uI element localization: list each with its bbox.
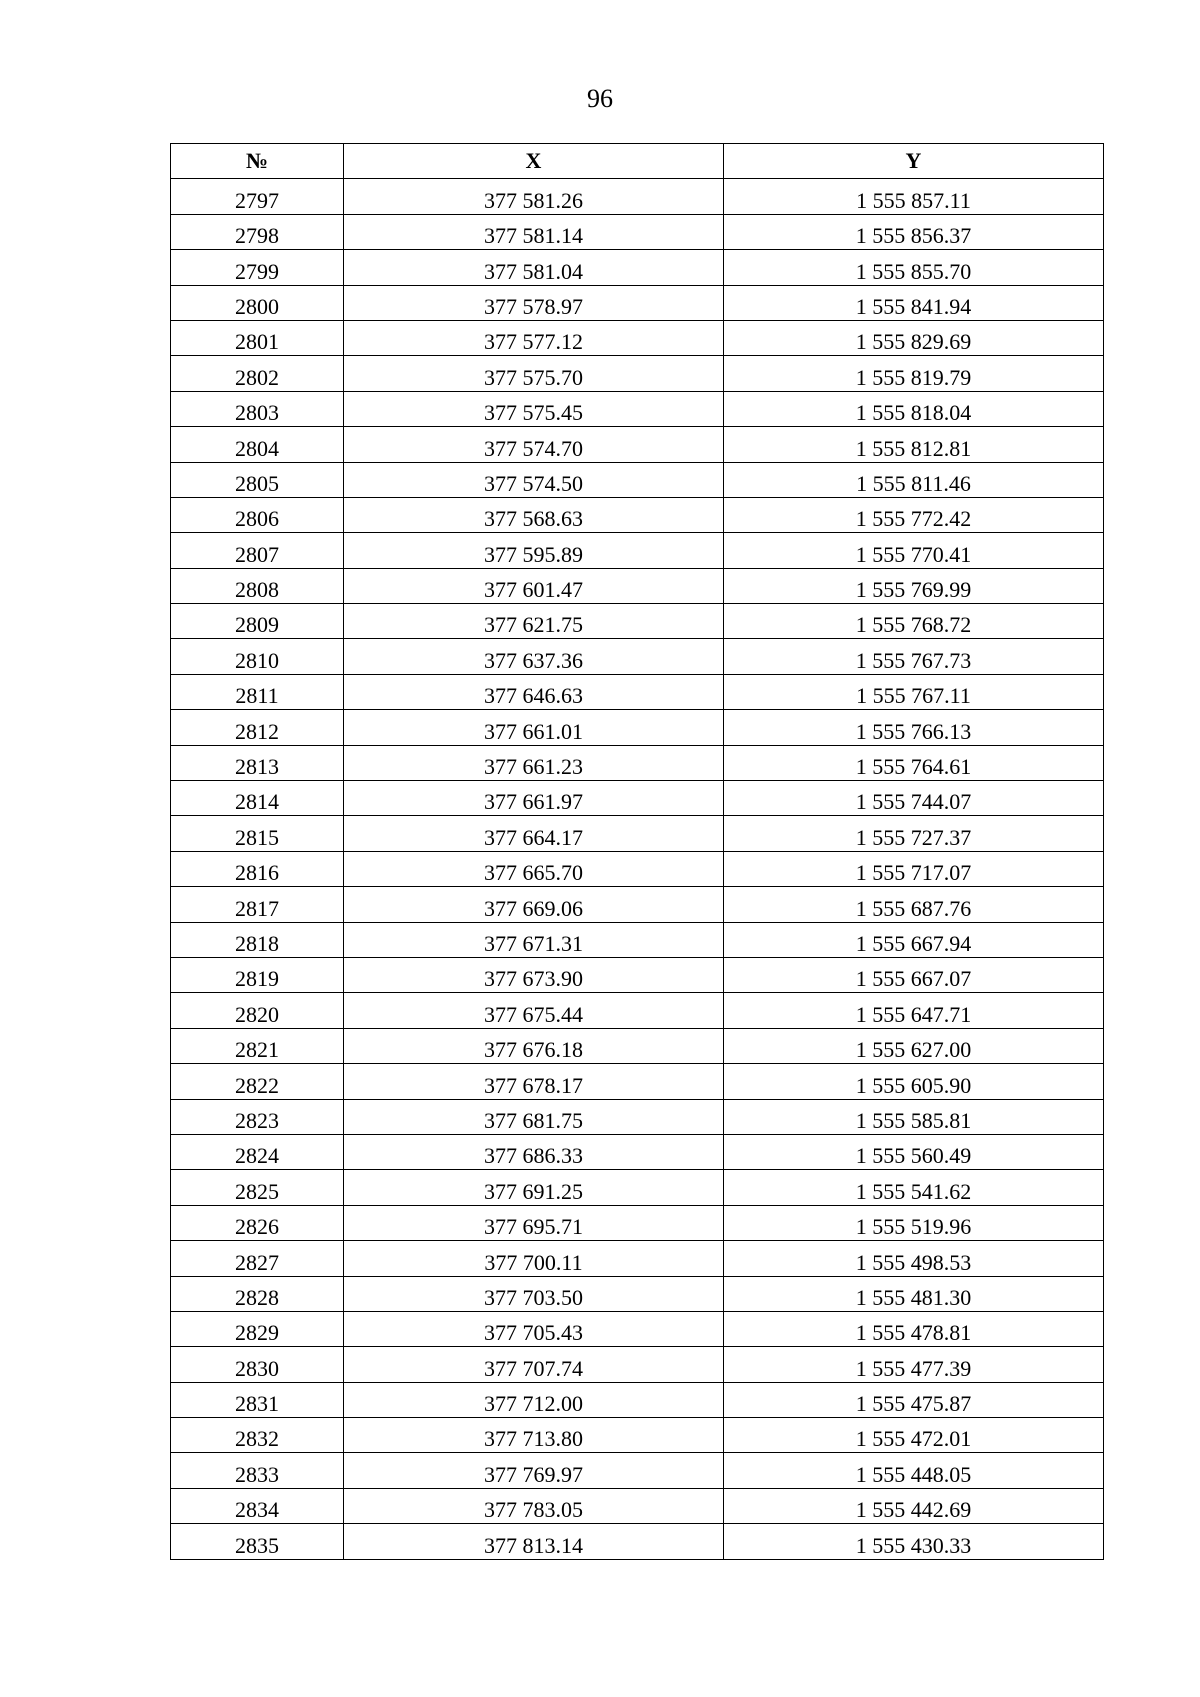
cell-x: 377 575.45 (344, 391, 724, 426)
cell-y: 1 555 841.94 (724, 285, 1104, 320)
cell-number: 2801 (171, 320, 344, 355)
cell-y: 1 555 819.79 (724, 356, 1104, 391)
cell-y: 1 555 627.00 (724, 1028, 1104, 1063)
table-row (171, 1524, 1104, 1559)
cell-y: 1 555 478.81 (724, 1311, 1104, 1346)
cell-number: 2803 (171, 391, 344, 426)
header-x: X (344, 144, 724, 179)
cell-number: 2832 (171, 1418, 344, 1453)
cell-number: 2824 (171, 1134, 344, 1169)
cell-x: 377 713.80 (344, 1418, 724, 1453)
table-row (171, 1276, 1104, 1311)
cell-y: 1 555 448.05 (724, 1453, 1104, 1488)
table-row (171, 1382, 1104, 1417)
cell-x: 377 783.05 (344, 1488, 724, 1523)
table-row (171, 1170, 1104, 1205)
cell-y: 1 555 481.30 (724, 1276, 1104, 1311)
cell-y: 1 555 764.61 (724, 745, 1104, 780)
cell-y: 1 555 560.49 (724, 1134, 1104, 1169)
cell-x: 377 575.70 (344, 356, 724, 391)
cell-x: 377 669.06 (344, 887, 724, 922)
cell-y: 1 555 477.39 (724, 1347, 1104, 1382)
cell-x: 377 661.97 (344, 781, 724, 816)
cell-number: 2831 (171, 1382, 344, 1417)
table-row (171, 639, 1104, 674)
cell-y: 1 555 767.73 (724, 639, 1104, 674)
cell-number: 2814 (171, 781, 344, 816)
cell-number: 2809 (171, 604, 344, 639)
cell-number: 2830 (171, 1347, 344, 1382)
table-row (171, 250, 1104, 285)
table-row (171, 1418, 1104, 1453)
cell-x: 377 705.43 (344, 1311, 724, 1346)
cell-number: 2825 (171, 1170, 344, 1205)
table-body (171, 179, 1104, 1559)
cell-x: 377 673.90 (344, 957, 724, 992)
cell-y: 1 555 717.07 (724, 851, 1104, 886)
table-row (171, 1453, 1104, 1488)
cell-y: 1 555 541.62 (724, 1170, 1104, 1205)
cell-number: 2817 (171, 887, 344, 922)
cell-number: 2812 (171, 710, 344, 745)
header-y: Y (724, 144, 1104, 179)
table-row (171, 1064, 1104, 1099)
cell-x: 377 661.01 (344, 710, 724, 745)
cell-number: 2834 (171, 1488, 344, 1523)
table-row (171, 285, 1104, 320)
cell-y: 1 555 811.46 (724, 462, 1104, 497)
cell-y: 1 555 667.94 (724, 922, 1104, 957)
table-row (171, 533, 1104, 568)
table-row (171, 391, 1104, 426)
coordinates-table (170, 143, 1104, 1560)
table-row (171, 1205, 1104, 1240)
cell-x: 377 700.11 (344, 1241, 724, 1276)
table-row (171, 993, 1104, 1028)
table-row (171, 816, 1104, 851)
table-row (171, 568, 1104, 603)
cell-x: 377 712.00 (344, 1382, 724, 1417)
cell-number: 2804 (171, 427, 344, 462)
cell-y: 1 555 475.87 (724, 1382, 1104, 1417)
cell-y: 1 555 667.07 (724, 957, 1104, 992)
cell-number: 2823 (171, 1099, 344, 1134)
table-row (171, 1347, 1104, 1382)
cell-y: 1 555 769.99 (724, 568, 1104, 603)
cell-number: 2805 (171, 462, 344, 497)
table-row (171, 497, 1104, 532)
table-row (171, 1028, 1104, 1063)
table-row (171, 604, 1104, 639)
cell-y: 1 555 605.90 (724, 1064, 1104, 1099)
table-row (171, 710, 1104, 745)
table-row (171, 320, 1104, 355)
cell-x: 377 574.70 (344, 427, 724, 462)
cell-y: 1 555 767.11 (724, 674, 1104, 709)
cell-x: 377 703.50 (344, 1276, 724, 1311)
cell-y: 1 555 687.76 (724, 887, 1104, 922)
cell-x: 377 601.47 (344, 568, 724, 603)
cell-x: 377 664.17 (344, 816, 724, 851)
cell-number: 2797 (171, 179, 344, 214)
cell-number: 2799 (171, 250, 344, 285)
cell-x: 377 581.04 (344, 250, 724, 285)
cell-x: 377 691.25 (344, 1170, 724, 1205)
cell-number: 2811 (171, 674, 344, 709)
table-row (171, 745, 1104, 780)
cell-y: 1 555 855.70 (724, 250, 1104, 285)
cell-y: 1 555 812.81 (724, 427, 1104, 462)
cell-number: 2833 (171, 1453, 344, 1488)
cell-number: 2810 (171, 639, 344, 674)
cell-x: 377 646.63 (344, 674, 724, 709)
cell-y: 1 555 442.69 (724, 1488, 1104, 1523)
cell-x: 377 595.89 (344, 533, 724, 568)
cell-x: 377 813.14 (344, 1524, 724, 1559)
table-row (171, 179, 1104, 214)
cell-x: 377 681.75 (344, 1099, 724, 1134)
cell-number: 2813 (171, 745, 344, 780)
cell-number: 2800 (171, 285, 344, 320)
cell-x: 377 661.23 (344, 745, 724, 780)
cell-number: 2816 (171, 851, 344, 886)
cell-y: 1 555 766.13 (724, 710, 1104, 745)
cell-number: 2828 (171, 1276, 344, 1311)
cell-number: 2802 (171, 356, 344, 391)
cell-y: 1 555 519.96 (724, 1205, 1104, 1240)
cell-number: 2798 (171, 214, 344, 249)
cell-y: 1 555 770.41 (724, 533, 1104, 568)
cell-y: 1 555 498.53 (724, 1241, 1104, 1276)
page-number: 96 (587, 84, 613, 113)
cell-number: 2822 (171, 1064, 344, 1099)
table-row (171, 356, 1104, 391)
cell-y: 1 555 472.01 (724, 1418, 1104, 1453)
cell-x: 377 707.74 (344, 1347, 724, 1382)
table-row (171, 1134, 1104, 1169)
cell-x: 377 574.50 (344, 462, 724, 497)
cell-y: 1 555 857.11 (724, 179, 1104, 214)
table-row (171, 957, 1104, 992)
cell-number: 2806 (171, 497, 344, 532)
table-row (171, 887, 1104, 922)
cell-number: 2820 (171, 993, 344, 1028)
cell-x: 377 665.70 (344, 851, 724, 886)
cell-x: 377 581.14 (344, 214, 724, 249)
table-row (171, 1488, 1104, 1523)
table-row (171, 781, 1104, 816)
cell-number: 2821 (171, 1028, 344, 1063)
cell-x: 377 678.17 (344, 1064, 724, 1099)
cell-number: 2808 (171, 568, 344, 603)
header-number: № (171, 144, 344, 179)
table-row (171, 1311, 1104, 1346)
table-row (171, 922, 1104, 957)
table-row (171, 462, 1104, 497)
cell-y: 1 555 727.37 (724, 816, 1104, 851)
cell-x: 377 686.33 (344, 1134, 724, 1169)
cell-x: 377 577.12 (344, 320, 724, 355)
cell-x: 377 568.63 (344, 497, 724, 532)
cell-number: 2829 (171, 1311, 344, 1346)
cell-x: 377 769.97 (344, 1453, 724, 1488)
table-row (171, 1099, 1104, 1134)
cell-x: 377 671.31 (344, 922, 724, 957)
cell-number: 2819 (171, 957, 344, 992)
cell-x: 377 578.97 (344, 285, 724, 320)
cell-y: 1 555 768.72 (724, 604, 1104, 639)
table-header (171, 144, 1104, 179)
cell-number: 2818 (171, 922, 344, 957)
cell-y: 1 555 744.07 (724, 781, 1104, 816)
table-row (171, 851, 1104, 886)
table-row (171, 1241, 1104, 1276)
cell-number: 2815 (171, 816, 344, 851)
cell-number: 2826 (171, 1205, 344, 1240)
cell-x: 377 637.36 (344, 639, 724, 674)
cell-y: 1 555 585.81 (724, 1099, 1104, 1134)
cell-x: 377 621.75 (344, 604, 724, 639)
cell-x: 377 676.18 (344, 1028, 724, 1063)
cell-number: 2807 (171, 533, 344, 568)
table-row (171, 214, 1104, 249)
cell-x: 377 675.44 (344, 993, 724, 1028)
table-row (171, 674, 1104, 709)
cell-y: 1 555 856.37 (724, 214, 1104, 249)
cell-y: 1 555 818.04 (724, 391, 1104, 426)
cell-x: 377 695.71 (344, 1205, 724, 1240)
cell-number: 2835 (171, 1524, 344, 1559)
cell-x: 377 581.26 (344, 179, 724, 214)
cell-y: 1 555 772.42 (724, 497, 1104, 532)
header-row (171, 144, 1104, 179)
cell-y: 1 555 647.71 (724, 993, 1104, 1028)
cell-number: 2827 (171, 1241, 344, 1276)
cell-y: 1 555 430.33 (724, 1524, 1104, 1559)
cell-y: 1 555 829.69 (724, 320, 1104, 355)
table-row (171, 427, 1104, 462)
